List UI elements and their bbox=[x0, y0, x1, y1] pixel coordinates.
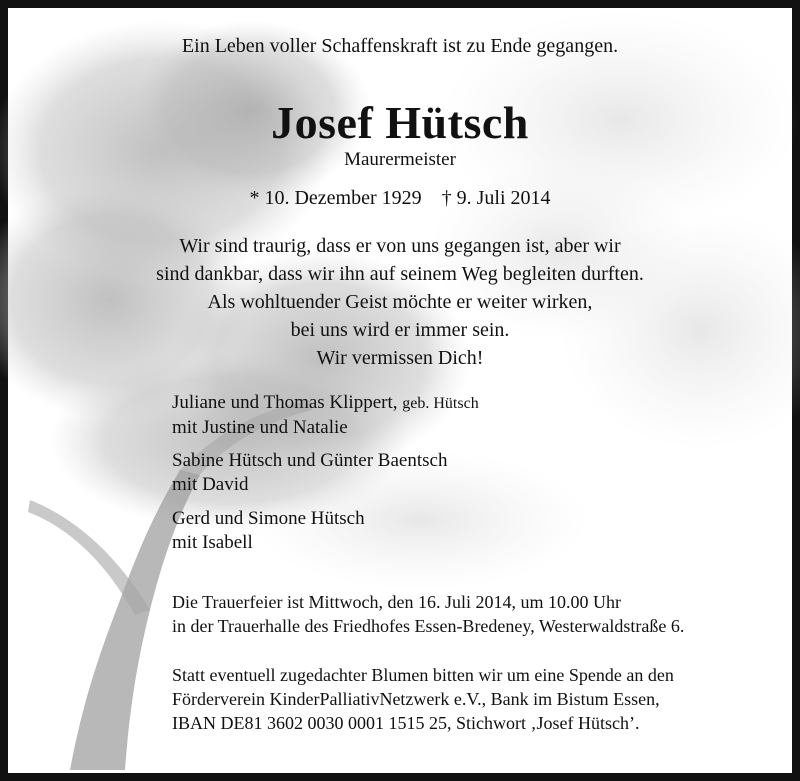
family-children: mit David bbox=[172, 474, 249, 495]
verse-closing bbox=[0, 344, 800, 372]
ceremony-line: in der Trauerhalle des Friedhofes Essen-Bredeney, Westerwaldstraße 6. bbox=[172, 616, 685, 636]
intro-line: Ein Leben voller Schaffenskraft ist zu Ende gegangen. bbox=[181, 35, 619, 57]
verse-line: Wir vermissen Dich! bbox=[316, 347, 484, 369]
donation-line: Förderverein KinderPalliativNetzwerk e.V., Bank im Bistum Essen, bbox=[172, 689, 660, 709]
family-entry bbox=[172, 449, 447, 497]
deceased-name: Josef Hütsch bbox=[271, 97, 529, 148]
family-children: mit Isabell bbox=[172, 532, 253, 553]
donation-line: IBAN DE81 3602 0030 0001 1515 25, Stichwort ‚Josef Hütsch’. bbox=[172, 713, 640, 733]
ceremony-info bbox=[172, 590, 684, 638]
verse-line: bei uns wird er immer sein. bbox=[290, 319, 510, 341]
verse-line: sind dankbar, dass wir ihn auf seinem Weg begleiten durften. bbox=[156, 263, 644, 285]
donation-info bbox=[172, 663, 674, 735]
family-names: Gerd und Simone Hütsch bbox=[172, 508, 365, 529]
family-note: geb. Hütsch bbox=[402, 395, 479, 412]
ceremony-line: Die Trauerfeier ist Mittwoch, den 16. Juli 2014, um 10.00 Uhr bbox=[172, 592, 621, 612]
life-dates: * 10. Dezember 1929 † 9. Juli 2014 bbox=[249, 187, 551, 209]
donation-line: Statt eventuell zugedachter Blumen bitten wir um eine Spende an den bbox=[172, 665, 674, 685]
occupation: Maurermeister bbox=[344, 149, 456, 170]
verse-paragraph-2 bbox=[0, 288, 800, 344]
family-entry bbox=[172, 507, 365, 555]
verse-paragraph-1 bbox=[0, 232, 800, 288]
family-entry bbox=[172, 391, 479, 440]
verse-line: Wir sind traurig, dass er von uns gegangen ist, aber wir bbox=[179, 235, 621, 257]
family-children: mit Justine und Natalie bbox=[172, 417, 348, 438]
verse-line: Als wohltuender Geist möchte er weiter wirken, bbox=[207, 291, 593, 313]
family-names: Sabine Hütsch und Günter Baentsch bbox=[172, 450, 448, 471]
family-names: Juliane und Thomas Klippert, geb. Hütsch bbox=[172, 392, 479, 413]
